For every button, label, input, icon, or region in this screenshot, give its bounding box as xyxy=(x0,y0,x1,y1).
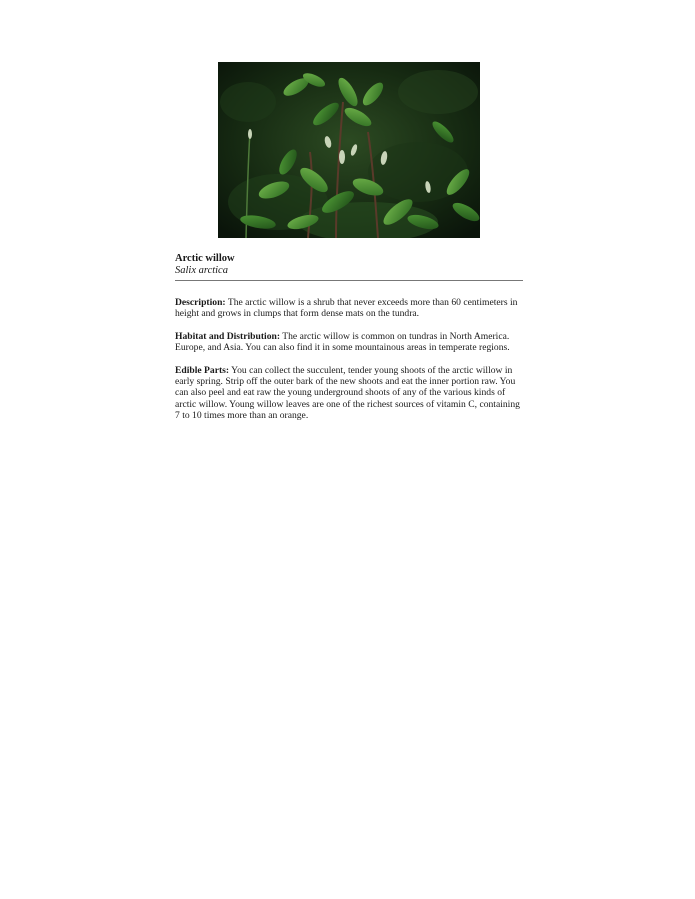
habitat-section xyxy=(175,331,524,353)
willow-plant-image xyxy=(218,62,480,238)
description-label: Description: xyxy=(175,297,226,308)
common-name: Arctic willow xyxy=(175,253,235,264)
plant-title-block xyxy=(175,253,523,277)
arctic-willow-photo xyxy=(218,62,480,238)
divider xyxy=(175,280,523,281)
edible-parts-text: You can collect the succulent, tender young shoots of the arctic willow in early spring. Strip off the outer bark of the new shoots and eat the inner portion raw. You can also peel and eat raw the young underground shoots of any of the various kinds of arctic willow. Young willow leaves are one of the richest sources of vitamin C, containing 7 to 10 times more than an orange. xyxy=(175,365,520,421)
habitat-label: Habitat and Distribution: xyxy=(175,331,281,342)
description-section xyxy=(175,297,524,319)
description-text: The arctic willow is a shrub that never exceeds more than 60 centimeters in height and grows in clumps that form dense mats on the tundra. xyxy=(175,297,518,320)
edible-parts-section xyxy=(175,365,524,421)
scientific-name: Salix arctica xyxy=(175,265,228,276)
edible-parts-label: Edible Parts: xyxy=(175,365,230,376)
habitat-text: The arctic willow is common on tundras in North America. Europe, and Asia. You can also find it in some mountainous areas in temperate regions. xyxy=(175,331,510,354)
